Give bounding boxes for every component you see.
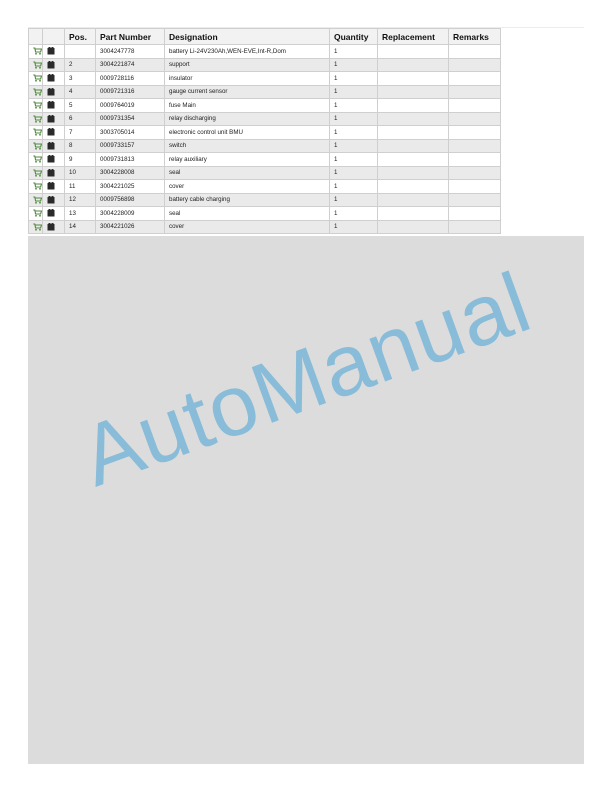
watermark-logo: AutoManual [69, 254, 543, 505]
header-part-number[interactable]: Part Number [96, 29, 165, 45]
book-icon[interactable] [47, 101, 55, 109]
cell-designation: seal [165, 207, 330, 221]
cart-icon[interactable] [33, 182, 42, 190]
book-cell [43, 153, 65, 167]
cell-remarks [449, 166, 501, 180]
cell-replacement [378, 99, 449, 113]
cell-part-number: 3004221025 [96, 180, 165, 194]
cell-quantity: 1 [330, 139, 378, 153]
cell-remarks [449, 139, 501, 153]
table-row[interactable] [29, 207, 501, 221]
header-quantity[interactable]: Quantity [330, 29, 378, 45]
cell-replacement [378, 193, 449, 207]
book-cell [43, 85, 65, 99]
cart-icon[interactable] [33, 223, 42, 231]
cell-quantity: 1 [330, 166, 378, 180]
cell-part-number: 3003705014 [96, 126, 165, 140]
cart-icon[interactable] [33, 115, 42, 123]
cart-icon[interactable] [33, 128, 42, 136]
cell-remarks [449, 85, 501, 99]
book-cell [43, 45, 65, 59]
cell-designation: insulator [165, 72, 330, 86]
cell-replacement [378, 112, 449, 126]
cell-designation: cover [165, 180, 330, 194]
cart-icon[interactable] [33, 101, 42, 109]
cell-quantity: 1 [330, 193, 378, 207]
cart-cell [29, 153, 43, 167]
cart-icon[interactable] [33, 209, 42, 217]
book-icon[interactable] [47, 74, 55, 82]
cart-cell [29, 85, 43, 99]
table-row[interactable] [29, 45, 501, 59]
cell-quantity: 1 [330, 99, 378, 113]
cell-remarks [449, 58, 501, 72]
table-row[interactable] [29, 193, 501, 207]
cell-quantity: 1 [330, 180, 378, 194]
book-icon[interactable] [47, 115, 55, 123]
cell-part-number: 0009731813 [96, 153, 165, 167]
cart-cell [29, 45, 43, 59]
book-icon[interactable] [47, 182, 55, 190]
cart-icon[interactable] [33, 61, 42, 69]
cell-replacement [378, 45, 449, 59]
cell-replacement [378, 180, 449, 194]
header-cart-col [29, 29, 43, 45]
book-icon[interactable] [47, 155, 55, 163]
cell-remarks [449, 99, 501, 113]
cell-remarks [449, 193, 501, 207]
table-row[interactable] [29, 58, 501, 72]
cell-part-number: 3004221026 [96, 220, 165, 234]
book-cell [43, 220, 65, 234]
cell-designation: seal [165, 166, 330, 180]
cell-part-number: 0009728116 [96, 72, 165, 86]
table-row[interactable] [29, 85, 501, 99]
cell-remarks [449, 180, 501, 194]
book-cell [43, 112, 65, 126]
cart-icon[interactable] [33, 196, 42, 204]
cell-part-number: 0009756898 [96, 193, 165, 207]
book-cell [43, 72, 65, 86]
cell-designation: fuse Main [165, 99, 330, 113]
book-cell [43, 139, 65, 153]
cart-cell [29, 180, 43, 194]
cell-replacement [378, 207, 449, 221]
cell-pos [65, 45, 96, 59]
cart-cell [29, 126, 43, 140]
book-icon[interactable] [47, 223, 55, 231]
table-row[interactable] [29, 139, 501, 153]
cart-cell [29, 193, 43, 207]
book-icon[interactable] [47, 169, 55, 177]
cell-remarks [449, 72, 501, 86]
cart-cell [29, 99, 43, 113]
table-header-row [29, 29, 501, 45]
cell-quantity: 1 [330, 126, 378, 140]
cart-cell [29, 139, 43, 153]
cell-part-number: 3004221874 [96, 58, 165, 72]
cell-designation: electronic control unit BMU [165, 126, 330, 140]
cell-designation: support [165, 58, 330, 72]
book-icon[interactable] [47, 47, 55, 55]
book-cell [43, 193, 65, 207]
cell-pos: 10 [65, 166, 96, 180]
header-designation[interactable]: Designation [165, 29, 330, 45]
cell-replacement [378, 220, 449, 234]
cell-pos: 13 [65, 207, 96, 221]
cell-designation: battery Li-24V230Ah,WEN-EVE,Int-R,Dom [165, 45, 330, 59]
cell-designation: relay discharging [165, 112, 330, 126]
cell-pos: 5 [65, 99, 96, 113]
cell-remarks [449, 45, 501, 59]
cart-cell [29, 220, 43, 234]
cart-icon[interactable] [33, 88, 42, 96]
header-pos[interactable]: Pos. [65, 29, 96, 45]
cell-quantity: 1 [330, 220, 378, 234]
book-cell [43, 126, 65, 140]
cart-icon[interactable] [33, 169, 42, 177]
book-icon[interactable] [47, 142, 55, 150]
book-icon[interactable] [47, 128, 55, 136]
table-row[interactable] [29, 112, 501, 126]
parts-table [28, 28, 501, 234]
cell-replacement [378, 72, 449, 86]
cell-part-number: 3004228009 [96, 207, 165, 221]
parts-table-body [29, 45, 501, 234]
cell-pos: 12 [65, 193, 96, 207]
cell-pos: 2 [65, 58, 96, 72]
cart-icon[interactable] [33, 74, 42, 82]
book-icon[interactable] [47, 61, 55, 69]
cart-cell [29, 58, 43, 72]
cart-cell [29, 207, 43, 221]
cell-remarks [449, 220, 501, 234]
book-cell [43, 166, 65, 180]
cell-quantity: 1 [330, 85, 378, 99]
cart-cell [29, 112, 43, 126]
cell-pos: 8 [65, 139, 96, 153]
cell-part-number: 0009733157 [96, 139, 165, 153]
table-row[interactable] [29, 180, 501, 194]
book-icon[interactable] [47, 88, 55, 96]
cell-quantity: 1 [330, 112, 378, 126]
header-remarks[interactable]: Remarks [449, 29, 501, 45]
table-row[interactable] [29, 220, 501, 234]
cell-replacement [378, 139, 449, 153]
book-icon[interactable] [47, 196, 55, 204]
cell-pos: 7 [65, 126, 96, 140]
cell-replacement [378, 153, 449, 167]
cell-pos: 3 [65, 72, 96, 86]
cart-cell [29, 166, 43, 180]
book-icon[interactable] [47, 209, 55, 217]
cell-quantity: 1 [330, 153, 378, 167]
cell-designation: switch [165, 139, 330, 153]
cell-designation: gauge current sensor [165, 85, 330, 99]
header-replacement[interactable]: Replacement [378, 29, 449, 45]
cell-part-number: 0009764019 [96, 99, 165, 113]
cell-replacement [378, 85, 449, 99]
cell-designation: battery cable charging [165, 193, 330, 207]
cell-part-number: 0009731354 [96, 112, 165, 126]
cell-pos: 6 [65, 112, 96, 126]
cell-quantity: 1 [330, 45, 378, 59]
book-cell [43, 58, 65, 72]
cell-pos: 11 [65, 180, 96, 194]
cell-quantity: 1 [330, 72, 378, 86]
table-row[interactable] [29, 126, 501, 140]
table-row[interactable] [29, 153, 501, 167]
cart-icon[interactable] [33, 47, 42, 55]
cell-replacement [378, 58, 449, 72]
cell-part-number: 3004247778 [96, 45, 165, 59]
cell-designation: relay auxiliary [165, 153, 330, 167]
cell-pos: 9 [65, 153, 96, 167]
cell-designation: cover [165, 220, 330, 234]
cell-part-number: 3004228008 [96, 166, 165, 180]
book-cell [43, 207, 65, 221]
book-cell [43, 99, 65, 113]
cell-quantity: 1 [330, 207, 378, 221]
cart-cell [29, 72, 43, 86]
book-cell [43, 180, 65, 194]
cell-pos: 14 [65, 220, 96, 234]
table-row[interactable] [29, 99, 501, 113]
cell-quantity: 1 [330, 58, 378, 72]
cell-remarks [449, 207, 501, 221]
cell-remarks [449, 126, 501, 140]
table-row[interactable] [29, 166, 501, 180]
cell-remarks [449, 112, 501, 126]
cell-replacement [378, 126, 449, 140]
cell-replacement [378, 166, 449, 180]
table-row[interactable] [29, 72, 501, 86]
cell-part-number: 0009721316 [96, 85, 165, 99]
cell-pos: 4 [65, 85, 96, 99]
cart-icon[interactable] [33, 155, 42, 163]
cart-icon[interactable] [33, 142, 42, 150]
header-book-col [43, 29, 65, 45]
cell-remarks [449, 153, 501, 167]
